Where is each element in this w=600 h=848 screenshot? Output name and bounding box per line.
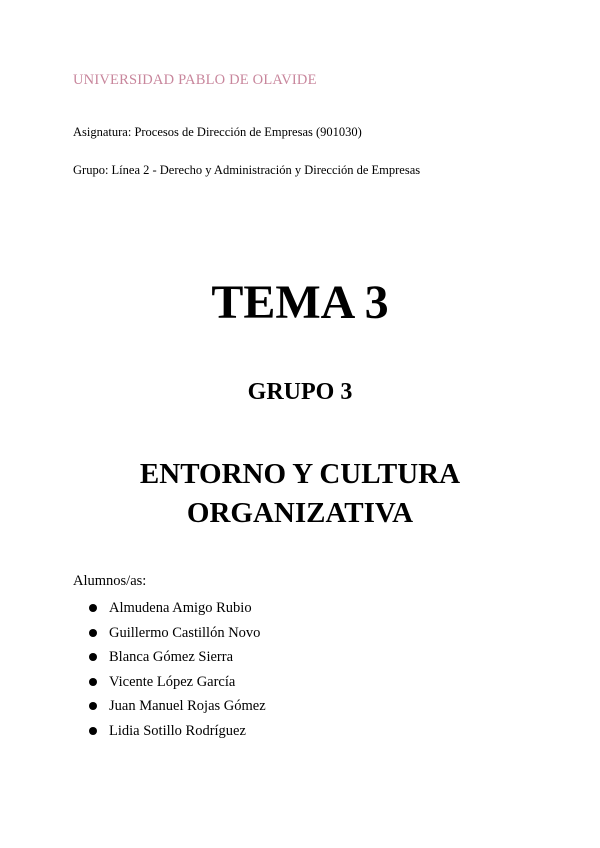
group-line: Grupo: Línea 2 - Derecho y Administración y Dirección de Empresas — [73, 163, 421, 177]
list-item — [88, 694, 266, 719]
student-name: Vicente López García — [109, 673, 236, 690]
topic-title — [0, 455, 600, 533]
group-title: GRUPO 3 — [247, 379, 353, 405]
list-item — [88, 670, 266, 695]
list-item — [88, 719, 266, 744]
topic-title-line-1: ENTORNO Y CULTURA — [139, 458, 461, 490]
bullet-icon — [89, 678, 97, 686]
list-item — [88, 645, 266, 670]
bullet-icon — [89, 604, 97, 612]
student-name: Almudena Amigo Rubio — [109, 600, 252, 616]
bullet-icon — [89, 653, 97, 661]
student-name: Guillermo Castillón Novo — [109, 624, 261, 641]
main-title: TEMA 3 — [211, 276, 389, 329]
list-item — [88, 621, 266, 646]
subject-line: Asignatura: Procesos de Dirección de Empresas (901030) — [73, 125, 362, 139]
bullet-icon — [89, 629, 97, 637]
student-name: Lidia Sotillo Rodríguez — [109, 722, 246, 739]
bullet-icon — [89, 702, 97, 710]
students-label: Alumnos/as: — [73, 573, 147, 589]
list-item — [88, 596, 266, 621]
student-name: Blanca Gómez Sierra — [109, 649, 234, 665]
university-name: UNIVERSIDAD PABLO DE OLAVIDE — [73, 72, 317, 88]
student-name: Juan Manuel Rojas Gómez — [109, 698, 266, 714]
students-list — [88, 596, 266, 743]
topic-title-line-2: ORGANIZATIVA — [186, 497, 414, 529]
bullet-icon — [89, 727, 97, 735]
